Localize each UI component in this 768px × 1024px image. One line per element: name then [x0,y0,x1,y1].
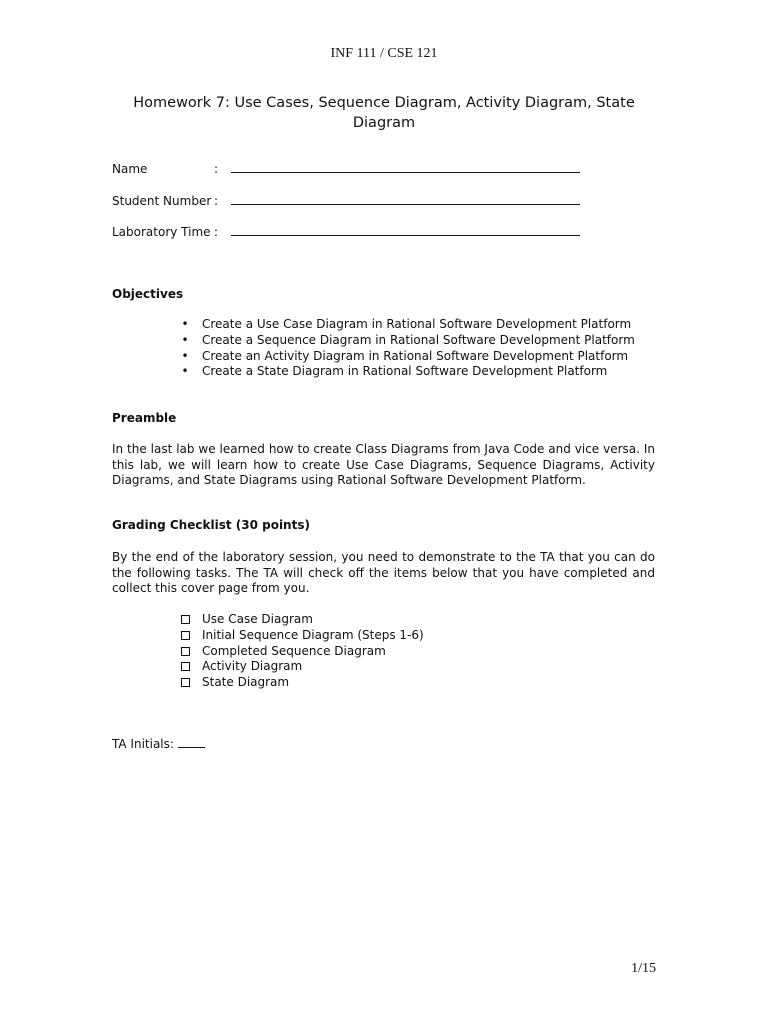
grading-heading: Grading Checklist (30 points) [112,518,310,532]
ta-initials-label: TA Initials: [112,737,174,751]
name-colon: : [214,162,219,176]
ta-initials-blank-line [178,737,205,748]
checkbox-icon [181,631,190,640]
ta-initials [112,737,205,751]
list-item: • Create a State Diagram in Rational Software Development Platform [181,364,608,379]
list-item: • Create a Use Case Diagram in Rational Software Development Platform [181,317,632,331]
objectives-list [180,317,635,380]
bullet-icon: • [181,317,189,331]
objectives-heading: Objectives [112,287,184,301]
laboratory-time-colon: : [214,225,219,239]
course-header: INF 111 / CSE 121 [330,46,438,61]
checklist-item: Completed Sequence Diagram [180,644,424,660]
page-number: 1/15 [631,961,656,976]
checkbox-icon [181,615,190,624]
grading-checklist [180,612,424,691]
bullet-icon: • [181,332,189,347]
list-item: • Create an Activity Diagram in Rational Software Development Platform [181,348,629,363]
grading-text: By the end of the laboratory session, you need to demonstrate to the TA that you can do the following tasks. The TA will check off the items below that you have completed and collect this cover page from you. [112,550,655,596]
checkbox-icon [181,662,190,671]
student-number-label: Student Number [112,194,212,208]
preamble-heading: Preamble [112,411,177,425]
checkbox-icon [181,647,190,656]
bullet-icon: • [181,348,189,363]
checklist-item: State Diagram [180,675,424,691]
checklist-item: Use Case Diagram [180,612,424,628]
preamble-text: In the last lab we learned how to create Class Diagrams from Java Code and vice versa. In this lab, we will learn how to create Use Case Diagrams, Sequence Diagrams, Activity Diagrams, and State Diagrams using Rational Software Development Platform. [112,442,655,488]
name-blank-line [231,172,580,173]
laboratory-time-blank-line [231,235,580,236]
checklist-item: Initial Sequence Diagram (Steps 1-6) [180,628,424,644]
student-number-colon: : [214,194,219,208]
bullet-icon: • [181,364,189,379]
list-item: • Create a Sequence Diagram in Rational Software Development Platform [181,332,635,347]
laboratory-time-label: Laboratory Time [112,225,211,239]
checkbox-icon [181,678,190,687]
student-number-blank-line [231,204,580,205]
checklist-item: Activity Diagram [180,659,424,675]
name-label: Name [112,162,148,176]
homework-title: Homework 7: Use Cases, Sequence Diagram, Activity Diagram, State Diagram [133,95,635,131]
